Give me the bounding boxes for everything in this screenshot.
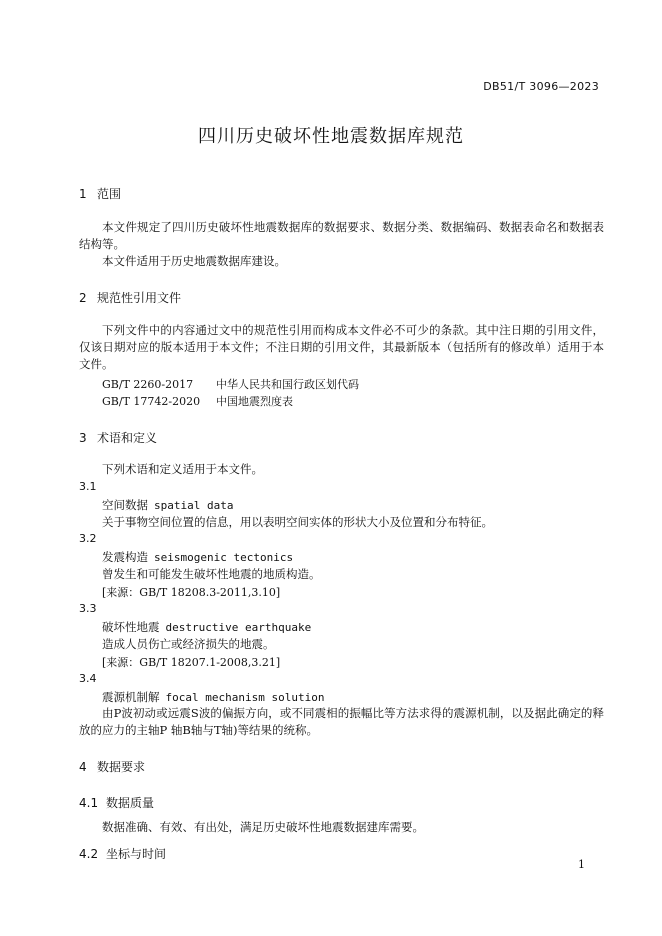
subsection-title: 数据质量 [106, 796, 155, 810]
reference-name: 中华人民共和国行政区划代码 [216, 378, 359, 391]
scope-paragraph-2: 本文件适用于历史地震数据库建设。 [102, 254, 286, 268]
term-number: 3.3 [79, 602, 97, 615]
section-1-heading [79, 185, 121, 202]
normative-references-paragraph: 下列文件中的内容通过文中的规范性引用而构成本文件必不可少的条款。其中注日期的引用文件，仅该日期对应的版本适用于本文件；不注日期的引用文件，其最新版本（包括所有的修改单）适用于本文件。 [79, 323, 604, 371]
term-title [102, 549, 293, 565]
section-2-heading [79, 289, 181, 306]
term-english: spatial data [154, 499, 234, 512]
subsection-number: 4.2 [79, 847, 99, 861]
section-number: 4 [79, 760, 87, 774]
section-number: 3 [79, 431, 87, 445]
subsection-title: 坐标与时间 [106, 847, 167, 861]
section-4-heading [79, 758, 145, 775]
document-code: DB51/T 3096—2023 [483, 80, 599, 93]
reference-code: GB/T 17742-2020 [102, 395, 201, 408]
term-chinese: 发震构造 [102, 550, 148, 564]
section-3-heading [79, 429, 157, 446]
term-definition: 曾发生和可能发生破坏性地震的地质构造。 [102, 567, 321, 581]
terms-intro-paragraph: 下列术语和定义适用于本文件。 [102, 462, 263, 476]
reference-item [102, 376, 359, 392]
document-title: 四川历史破坏性地震数据库规范 [198, 126, 464, 147]
data-quality-paragraph: 数据准确、有效、有出处，满足历史破坏性地震数据建库需要。 [102, 820, 424, 834]
term-definition: 由P波初动或远震S波的偏振方向，或不同震相的振幅比等方法求得的震源机制，以及据此确定的释放的应力的主轴P 轴B轴与T轴)等结果的统称。 [79, 706, 604, 737]
term-english: destructive earthquake [165, 621, 312, 634]
term-title [102, 619, 311, 635]
subsection-4-1-heading [79, 794, 154, 811]
section-title: 数据要求 [97, 760, 146, 774]
reference-item [102, 393, 293, 409]
page-number: 1 [578, 858, 585, 871]
term-number: 3.1 [79, 480, 97, 493]
section-title: 规范性引用文件 [97, 291, 182, 305]
section-title: 范围 [97, 187, 122, 201]
term-definition: 关于事物空间位置的信息，用以表明空间实体的形状大小及位置和分布特征。 [102, 515, 493, 529]
term-source: [来源：GB/T 18207.1-2008,3.21] [102, 656, 281, 669]
subsection-4-2-heading [79, 845, 166, 862]
term-chinese: 空间数据 [102, 498, 148, 512]
term-source: [来源：GB/T 18208.3-2011,3.10] [102, 586, 281, 599]
term-definition: 造成人员伤亡或经济损失的地震。 [102, 637, 275, 651]
term-number: 3.2 [79, 532, 97, 545]
term-number: 3.4 [79, 672, 97, 685]
term-title [102, 689, 324, 705]
section-number: 1 [79, 187, 87, 201]
section-title: 术语和定义 [97, 431, 158, 445]
section-number: 2 [79, 291, 87, 305]
term-english: focal mechanism solution [165, 691, 325, 704]
reference-code: GB/T 2260-2017 [102, 378, 194, 391]
term-chinese: 震源机制解 [102, 690, 160, 704]
subsection-number: 4.1 [79, 796, 99, 810]
term-chinese: 破坏性地震 [102, 620, 160, 634]
term-english: seismogenic tectonics [154, 551, 294, 564]
term-title [102, 497, 233, 513]
reference-name: 中国地震烈度表 [216, 395, 293, 408]
scope-paragraph-1: 本文件规定了四川历史破坏性地震数据库的数据要求、数据分类、数据编码、数据表命名和数据表结构等。 [79, 220, 604, 251]
